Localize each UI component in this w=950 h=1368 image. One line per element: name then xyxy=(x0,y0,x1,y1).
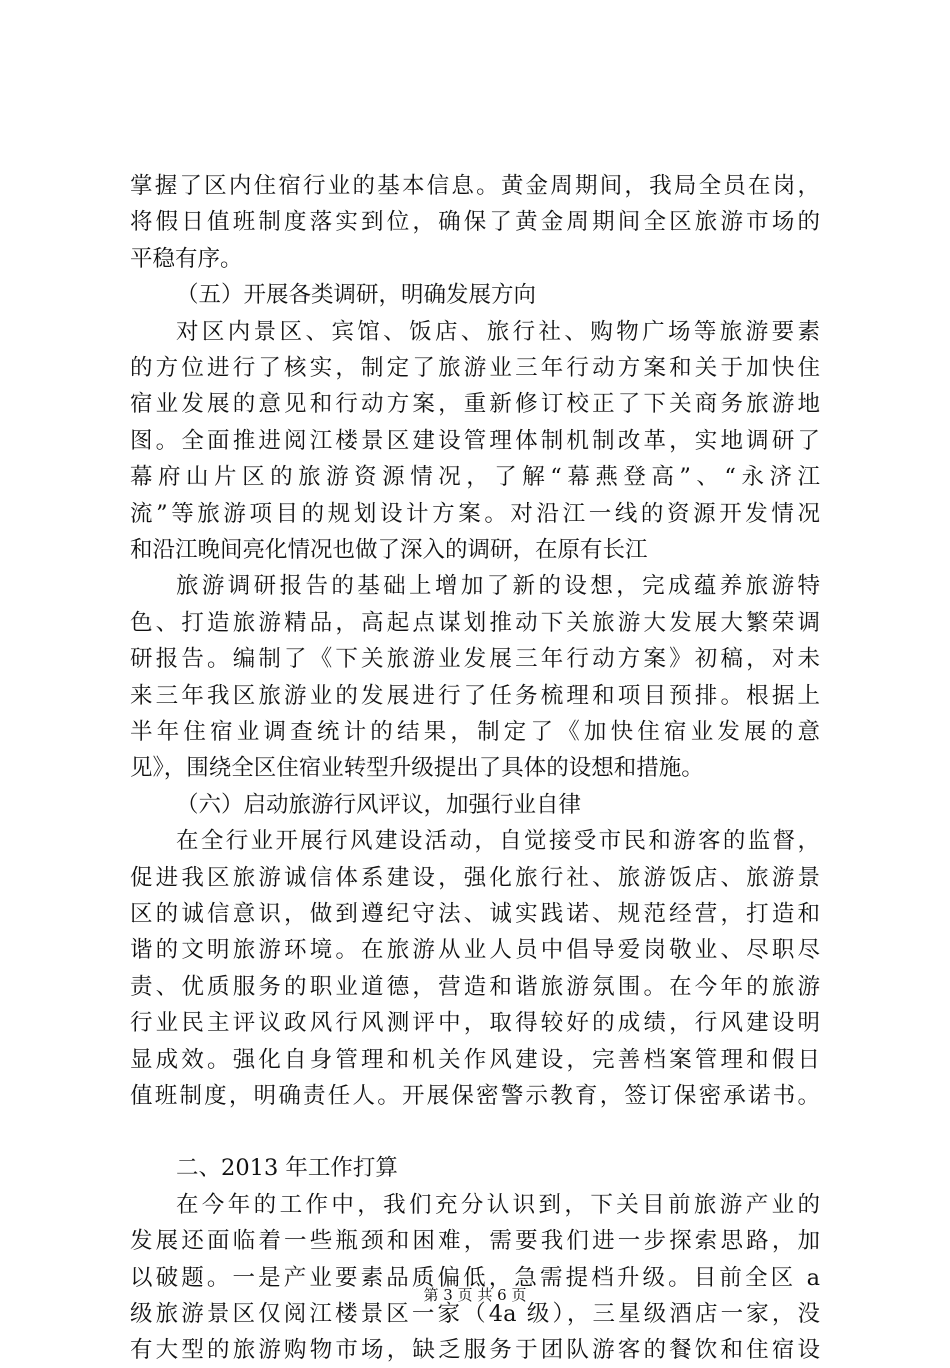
page-footer: 第 3 页 共 6 页 xyxy=(423,1286,527,1304)
text-line: 平稳有序。 xyxy=(130,245,243,272)
text-line: 研报告。编制了《下关旅游业发展三年行动方案》初稿，对未 xyxy=(130,646,820,673)
text-line: 和沿江晚间亮化情况也做了深入的调研，在原有长江 xyxy=(130,537,648,563)
text-line: 流”等旅游项目的规划设计方案。对沿江一线的资源开发情况 xyxy=(130,500,820,527)
text-line: 幕府山片区的旅游资源情况，了解“幕燕登高”、“永济江 xyxy=(130,464,820,491)
text-line: 行业民主评议政风行风测评中，取得较好的成绩，行风建设明 xyxy=(130,1010,820,1037)
text-line: 的方位进行了核实，制定了旅游业三年行动方案和关于加快住 xyxy=(130,355,820,381)
text-line: 来三年我区旅游业的发展进行了任务梳理和项目预排。根据上 xyxy=(130,682,820,709)
text-line: 旅游调研报告的基础上增加了新的设想，完成蕴养旅游特 xyxy=(176,573,820,600)
text-line: 见》，围绕全区住宿业转型升级提出了具体的设想和措施。 xyxy=(130,755,704,782)
text-line: （五）开展各类调研，明确发展方向 xyxy=(176,282,537,309)
text-line: 对区内景区、宾馆、饭店、旅行社、购物广场等旅游要素 xyxy=(176,318,820,345)
text-line: 在今年的工作中，我们充分认识到，下关目前旅游产业的 xyxy=(176,1191,820,1218)
text-line: 区的诚信意识，做到遵纪守法、诚实践诺、规范经营，打造和 xyxy=(130,901,820,927)
text-line: 有大型的旅游购物市场，缺乏服务于团队游客的餐饮和住宿设 xyxy=(130,1337,820,1364)
text-line: 值班制度，明确责任人。开展保密警示教育，签订保密承诺书。 xyxy=(130,1083,820,1109)
text-line: 二、2013 年工作打算 xyxy=(176,1155,398,1182)
text-line: 发展还面临着一些瓶颈和困难，需要我们进一步探索思路，加 xyxy=(130,1228,820,1255)
text-line: 宿业发展的意见和行动方案，重新修订校正了下关商务旅游地 xyxy=(130,391,820,418)
text-line: 以破题。一是产业要素品质偏低，急需提档升级。目前全区 a xyxy=(130,1264,820,1291)
text-line: 将假日值班制度落实到位，确保了黄金周期间全区旅游市场的 xyxy=(130,209,820,236)
text-line: 色、打造旅游精品，高起点谋划推动下关旅游大发展大繁荣调 xyxy=(130,609,820,636)
text-line: 责、优质服务的职业道德，营造和谐旅游氛围。在今年的旅游 xyxy=(130,973,820,1000)
text-line: 促进我区旅游诚信体系建设，强化旅行社、旅游饭店、旅游景 xyxy=(130,864,820,891)
text-line: 显成效。强化自身管理和机关作风建设，完善档案管理和假日 xyxy=(130,1046,820,1073)
text-line: 在全行业开展行风建设活动，自觉接受市民和游客的监督， xyxy=(176,828,820,855)
text-line: 掌握了区内住宿行业的基本信息。黄金周期间，我局全员在岗， xyxy=(130,173,820,199)
text-line: 半年住宿业调查统计的结果，制定了《加快住宿业发展的意 xyxy=(130,719,820,745)
text-line: 图。全面推进阅江楼景区建设管理体制机制改革，实地调研了 xyxy=(130,427,820,454)
text-line: 谐的文明旅游环境。在旅游从业人员中倡导爱岗敬业、尽职尽 xyxy=(130,937,820,964)
text-line: 级旅游景区仅阅江楼景区一家（4a 级），三星级酒店一家，没 xyxy=(130,1301,820,1327)
text-line: （六）启动旅游行风评议，加强行业自律 xyxy=(176,791,582,818)
